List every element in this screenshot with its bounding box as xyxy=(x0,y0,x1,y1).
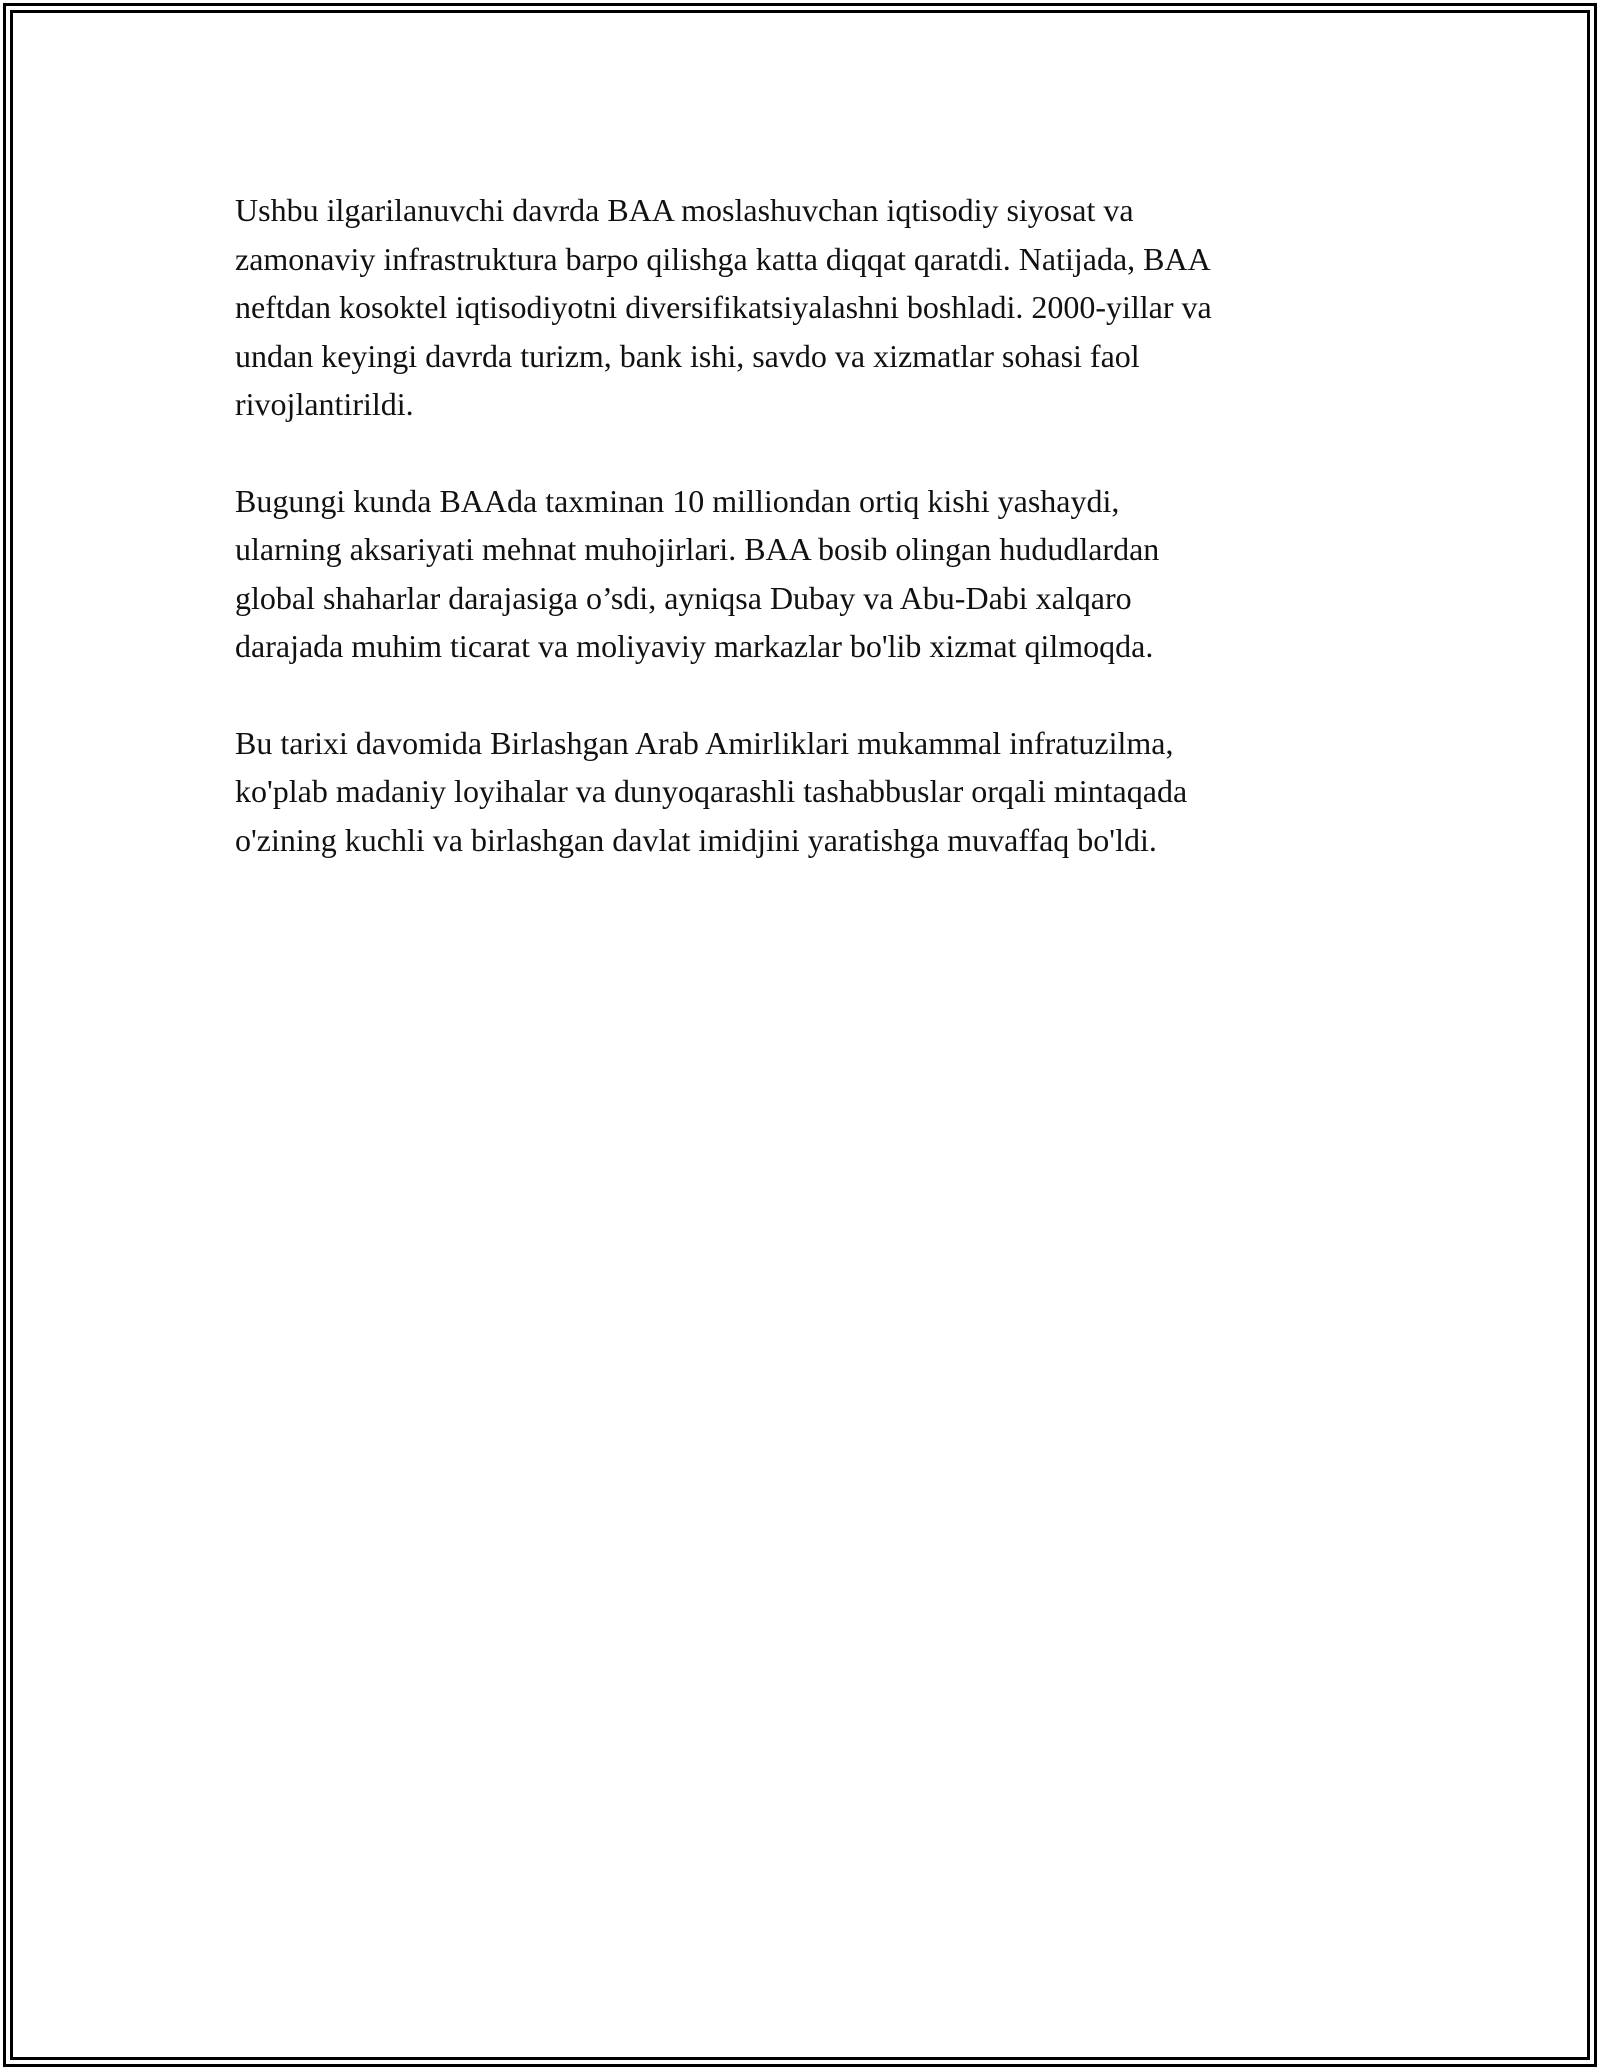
paragraph-3: Bu tarixi davomida Birlashgan Arab Amirliklari mukammal infratuzilma, ko'plab madaniy loyihalar va dunyoqarashli tashabbuslar orqali mintaqada o'zining kuchli va birlashgan davlat imidjini yaratishga muvaffaq bo'ldi. xyxy=(235,724,1188,858)
document-body xyxy=(235,186,1375,912)
paragraph-2: Bugungi kunda BAAda taxminan 10 milliondan ortiq kishi yashaydi, ularning aksariyati mehnat muhojirlari. BAA bosib olingan hududlardan global shaharlar darajasiga o’sdi, ayniqsa Dubay va Abu-Dabi xalqaro darajada muhim ticarat va moliyaviy markazlar bo'lib xizmat qilmoqda. xyxy=(235,482,1160,664)
paragraph-1: Ushbu ilgarilanuvchi davrda BAA moslashuvchan iqtisodiy siyosat va zamonaviy infrastruktura barpo qilishga katta diqqat qaratdi. Natijada, BAA neftdan kosoktel iqtisodiyotni diversifikatsiyalashni boshladi. 2000-yillar va undan keyingi davrda turizm, bank ishi, savdo va xizmatlar sohasi faol rivojlantirildi. xyxy=(235,192,1212,422)
